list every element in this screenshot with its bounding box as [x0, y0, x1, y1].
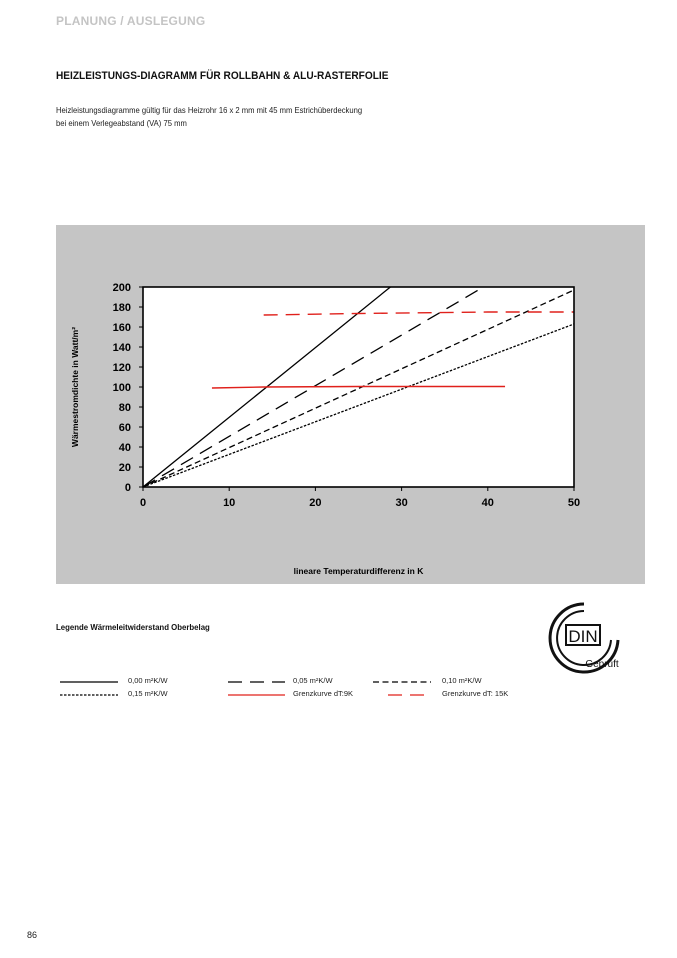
y-tick-label: 100	[112, 382, 131, 394]
x-tick-label: 0	[139, 497, 147, 509]
din-seal-text: DIN	[568, 627, 598, 646]
description-line-1: Heizleistungsdiagramme gültig für das Heizrohr 16 x 2 mm mit 45 mm Estrichüberdeckung	[56, 105, 363, 115]
description-line-2: bei einem Verlegeabstand (VA) 75 mm	[56, 118, 187, 128]
x-tick-label: 50	[567, 497, 581, 509]
x-axis-label: lineare Temperaturdifferenz in K	[293, 566, 424, 576]
legend-label: 0,05 m²K/W	[293, 676, 333, 685]
legend-label: 0,15 m²K/W	[128, 689, 168, 698]
page-title: HEIZLEISTUNGS-DIAGRAMM FÜR ROLLBAHN & ALU-RASTERFOLIE	[56, 70, 389, 82]
legend-swatch	[373, 679, 431, 685]
y-tick-label: 140	[112, 342, 131, 354]
y-tick-label: 60	[118, 422, 131, 434]
legend-item	[373, 676, 552, 688]
din-seal-subtext: Geprüft	[585, 659, 619, 670]
heat-output-chart	[56, 225, 645, 584]
x-tick-label: 20	[309, 497, 322, 509]
y-tick-label: 180	[112, 302, 131, 314]
page-number: 86	[27, 930, 38, 940]
legend-swatch	[60, 679, 118, 685]
y-axis-label: Wärmestromdichte in Watt/m²	[70, 326, 80, 448]
y-tick-label: 200	[112, 282, 131, 294]
y-tick-label: 40	[118, 442, 131, 454]
chart-panel	[56, 225, 645, 584]
legend-label: 0,10 m²K/W	[442, 676, 482, 685]
din-seal-icon	[546, 600, 622, 676]
legend-item	[388, 689, 552, 701]
x-tick-label: 10	[223, 497, 236, 509]
legend-swatch	[388, 692, 431, 698]
legend-item	[228, 689, 403, 701]
legend-title: Legende Wärmeleitwiderstand Oberbelag	[56, 622, 210, 632]
x-tick-label: 40	[481, 497, 494, 509]
legend-label: Grenzkurve dT: 15K	[442, 689, 509, 698]
legend-item	[60, 676, 238, 688]
y-tick-label: 0	[124, 482, 131, 494]
legend-swatch	[60, 692, 118, 698]
legend-swatch	[228, 692, 285, 698]
y-tick-label: 160	[112, 322, 131, 334]
legend-label: Grenzkurve dT:9K	[293, 689, 354, 698]
section-header: PLANUNG / AUSLEGUNG	[56, 14, 206, 28]
legend-label: 0,00 m²K/W	[128, 676, 168, 685]
legend-swatch	[228, 679, 285, 685]
legend-item	[60, 689, 238, 701]
y-tick-label: 120	[112, 362, 131, 374]
y-tick-label: 20	[118, 462, 131, 474]
description	[56, 104, 362, 130]
x-tick-label: 30	[395, 497, 408, 509]
y-tick-label: 80	[118, 402, 131, 414]
